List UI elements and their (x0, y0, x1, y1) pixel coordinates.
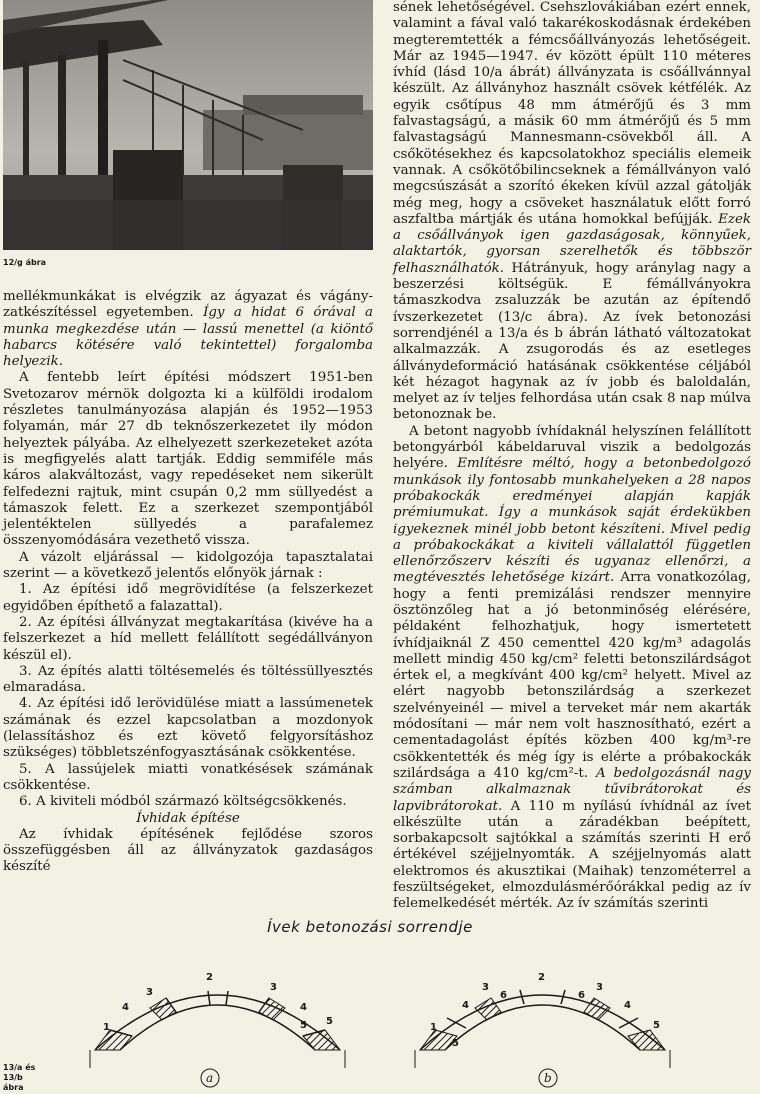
paragraph-r1 (393, 0, 751, 424)
paragraph-1-text: mellékmunkákat is elvégzik az ágyazat és vágányzatkészítéssel egyetemben. (3, 289, 373, 321)
paragraph-r1-italic: Ezek a csőállványok igen gazdaságosak, könnyűek, alaktartók, gyorsan szerelhetők és többször felhasználhatók. (393, 211, 751, 276)
arch-b-segment-label: 5 (452, 1038, 459, 1049)
arch-b-segment-label: 4 (624, 1000, 631, 1011)
paragraph-3: A vázolt eljárással — kidolgozója tapasztalatai szerint — a következő jelentős előnyök járnak : (3, 549, 373, 582)
paragraph-1-italic: Így a hidat 6 órával a munka megkezdése után — lassú menettel (a kiöntő habarcs kötésére való tekintettel) forgalomba helyezik. (3, 305, 373, 370)
paragraph-2: A fentebb leírt építési módszert 1951-ben Svetozarov mérnök dolgozta ki a külföldi irodalom részletes tanulmányozása alapján és 1952—1953 folyamán, már 27 db teknőszerkezetet ily módon helyeztek pályába. Az elhelyezett szerkezeteket azóta is megfigyelés alatt tartják. Eddig semmiféle más káros alakváltozást, vagy repedéseket nem sikerült felfedezni rajtuk, mint csupán 0,2 mm süllyedést a támaszok felett. Ez a szerkezet szempontjából jelentéktelen süllyedés a parafalemez összenyomódására vezethető vissza. (3, 370, 373, 549)
photo-caption: 12/g ábra (3, 258, 47, 267)
arch-diagrams (0, 950, 760, 1090)
list-item: 6. A kiviteli módból származó költségcsökkenés. (19, 794, 347, 810)
list-item: 1. Az építési idő megrövidítése (a felszerkezet egyidőben építhető a falazattal). (3, 582, 373, 614)
list-item: 5. A lassújelek miatti vonatkésések számának csökkentése. (3, 761, 373, 793)
paragraph-r2-italic-2: A bedolgozásnál nagy számban alkalmaznak tűvibrátorokat és lapvibrátorokat. (393, 765, 751, 814)
advantages-list (3, 582, 373, 810)
paragraph-4: Az ívhidak építésének fejlődése szoros összefüggésben áll az állványzatok gazdaságos készíté (3, 826, 373, 875)
arch-b-segment-label: 4 (462, 1000, 469, 1011)
arch-b-segment-label: 2 (538, 972, 545, 983)
figure-caption: 13/a és 13/b ábra (3, 1063, 36, 1092)
paragraph-1 (3, 289, 373, 370)
paragraph-r1-end: Hátrányuk, hogy aránylag nagy a beszerzési költségük. E fémállványokra támaszkodva zsaluzzák be azután az építendő ívszerkezetet (13/c ábra). Az ívek betonozási sorrendjénél a 13/a és b ábrán látható változatokat alkalmazzák. A zsugorodás és az esetleges állványdeformáció hatásának csökkentése céljából két hézagot hagynak az ív jobb és baloldalán, melyet az ív teljes felhordása után csak 8 nap múlva betonoznak be. (393, 260, 751, 423)
right-column (393, 0, 751, 913)
arch-a-segment-label: 2 (206, 972, 213, 983)
arch-b-segment-label: 3 (482, 982, 489, 993)
left-column (3, 289, 373, 876)
arch-a-segment-label: 5 (300, 1020, 307, 1031)
paragraph-r2-mid: Arra vonatkozólag, hogy a fenti premizálási rendszer mennyire ösztönzőleg hat a jó betonminőség elérésére, példaként felhozhatjuk, hogy ismertetett ívhídjaiknál Z 450 cementtel 420 kg/m³ adagolás mellett mindig 450 kg/cm² feletti betonszilárdságot értek el, a megkívánt 400 kg/cm² helyett. Mivel az elért nagyobb betonszilárdság a szerkezet szelvényeinél — mivel a terveket már nem akarták módosítani — már nem volt hasznosítható, ezért a cementadagolást építés közben 400 kg/m³-re csökkentették és még így is elérte a próbakockák szilárdsága a 410 kg/cm²-t. (393, 570, 751, 781)
arch-b-segment-label: 1 (430, 1022, 437, 1033)
arch-a-segment-label: 4 (300, 1002, 307, 1013)
arch-b-segment-label: 6 (500, 990, 507, 1001)
paragraph-r2-end: A 110 m nyílású ívhídnál az ívet elkészülte után a záradékban beépített, sorbakapcsolt sajtókkal a számítás szerinti H erő értékével széjjelnyomták. A széjjelnyomás alatt elektromos és akusztikai (Maihak) tenzométerrel a feszültségeket, elmozdulásmérőórákkal pedig az ív felemelkedését mérték. Az ív számítás szerinti (393, 798, 751, 912)
arch-a (90, 972, 345, 1087)
list-item: 3. Az építés alatti töltésemelés és töltéssüllyesztés elmaradása. (3, 663, 373, 696)
paragraph-r2 (393, 424, 751, 913)
arch-b-segment-label: 5 (653, 1020, 660, 1031)
paragraph-r1-text: sének lehetőségével. Csehszlovákiában ezért ennek, valamint a fával való takarékoskodásnak érdekében megteremtették a fémcsőállványozás lehetőségeit. Már az 1945—1947. év között épült 110 méteres ívhíd (lásd 10/a ábrát) állványzata is csőállvánnyal készült. Az állványhoz használt csövek kétfélék. Az egyik csőtípus 48 mm átmérőjű és 3 mm falvastagságú, a másik 60 mm átmérőjű és 5 mm falvastagságú Mannesmann-csövekből áll. A csőkötésekhez és kapcsolatokhoz speciális elemeik vannak. A csőkötőbilincseknek a fémállványon való megcsúszását a szorító ékeken kívül azzal gátolják még meg, hogy a csöveket használatuk előtt forró aszfaltba mártják és utána homokkal befújják. (393, 0, 751, 227)
arch-a-segment-label: 1 (103, 1022, 110, 1033)
list-item: 4. Az építési idő lerövidülése miatt a lassúmenetek számának és ezzel kapcsolatban a mozdonyok (lelassításhoz és ezt követő felgyorsításhoz szükséges) többletszénfogyasztásának csökkentése. (3, 696, 373, 761)
construction-photo (3, 0, 373, 250)
arch-b (415, 972, 670, 1087)
paragraph-r2-italic: Említésre méltó, hogy a betonbedolgozó munkások ily fontosabb munkahelyeken a 28 napos próbakockák eredményei alapján kapják prémiumukat. Így a munkások saját érdekükben igyekeznek minél jobb betont készíteni. Mivel pedig a próbakockákat a kiviteli vállalattól független ellenőrzőszerv készíti és ugyanaz ellenőrzi, a megtévesztés lehetősége kizárt. (393, 456, 751, 586)
arch-b-label: b (544, 1071, 552, 1085)
arch-a-segment-label: 5 (326, 1016, 333, 1027)
figure-title: Ívek betonozási sorrendje (267, 918, 473, 936)
arch-b-segment-label: 6 (578, 990, 585, 1001)
arch-b-segment-label: 3 (596, 982, 603, 993)
arch-a-segment-label: 4 (122, 1002, 129, 1013)
paragraph-r2-text: A betont nagyobb ívhídaknál helyszínen felállított betongyárból kábeldaruval viszik a bedolgozás helyére. (393, 423, 751, 472)
list-item: 2. Az építési állványzat megtakarítása (kivéve ha a felszerkezet a híd mellett felállított segédállványon készül el). (3, 614, 373, 663)
arch-a-segment-label: 3 (270, 982, 277, 993)
arch-a-segment-label: 3 (146, 987, 153, 998)
arch-a-label: a (206, 1071, 214, 1085)
section-title: Ívhidak építése (136, 810, 240, 826)
